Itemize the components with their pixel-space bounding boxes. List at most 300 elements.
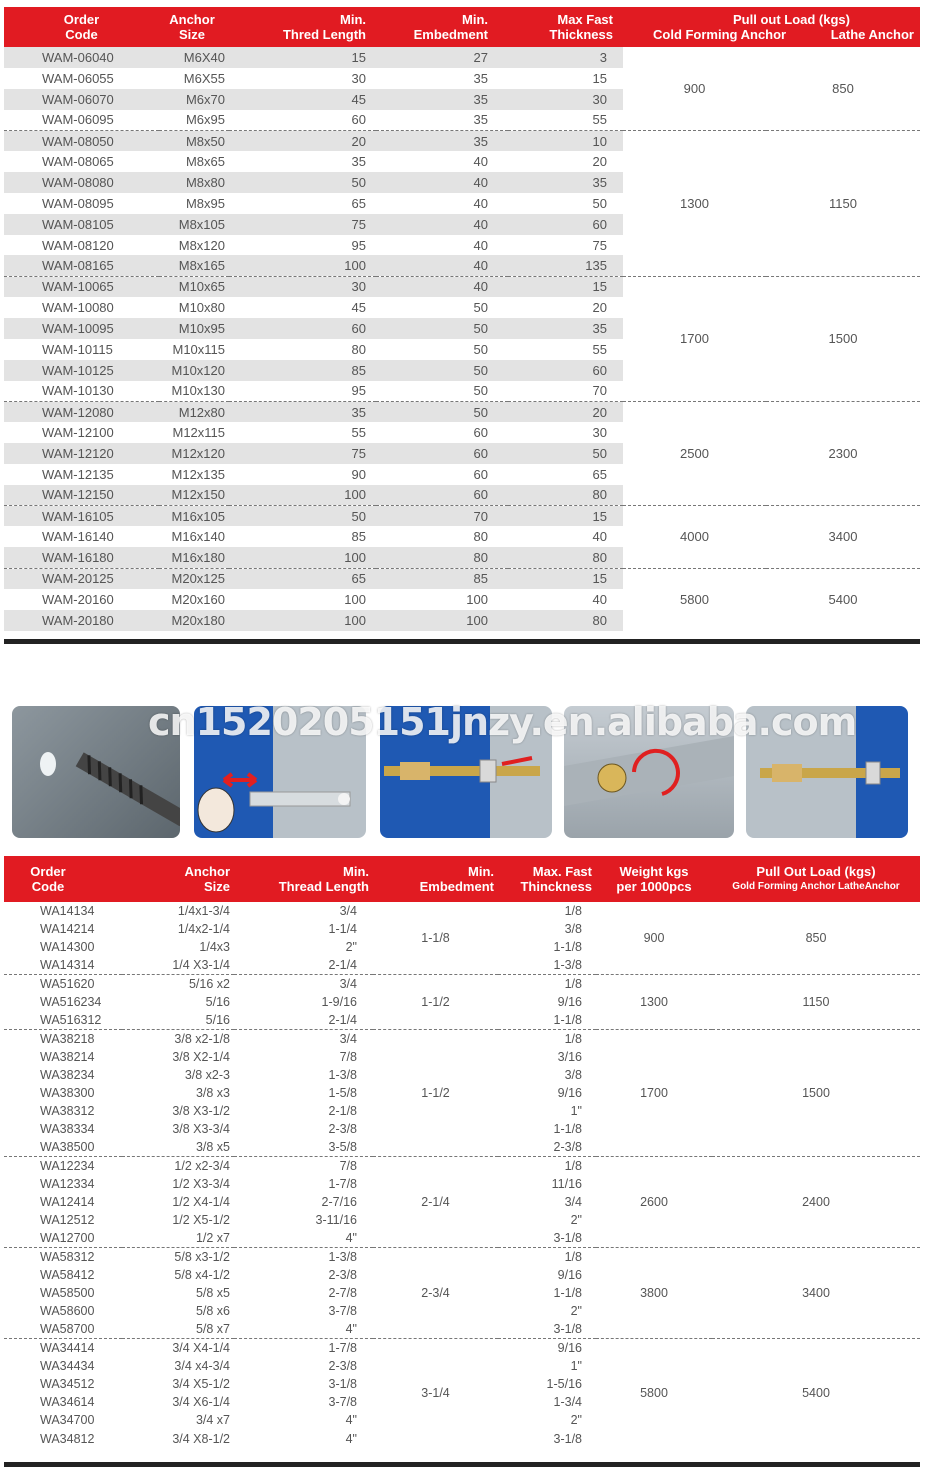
cell-anchor-size: M16x180 <box>159 547 229 568</box>
cell-lathe-load: 2300 <box>766 401 920 505</box>
table-row <box>4 276 920 297</box>
cell-order-code: WA38218 <box>4 1029 122 1047</box>
table-row <box>4 506 920 527</box>
cell-anchor-size: M10x120 <box>159 360 229 381</box>
imperial-spec-table <box>4 856 920 1448</box>
header-pull-out-load-2: Pull Out Load (kgs) Gold Forming Anchor LatheAnchor <box>712 856 920 902</box>
cell-thread-length: 100 <box>344 591 366 607</box>
cell-anchor-size: 1/2 x7 <box>195 1231 230 1246</box>
cell-thread-length: 75 <box>229 214 376 235</box>
cell-fast-thickness: 55 <box>592 112 607 128</box>
cell-order-code: WAM-12120 <box>4 443 159 464</box>
cell-weight: 900 <box>596 902 712 975</box>
cell-embedment: 100 <box>466 591 488 607</box>
cell-anchor-size: M10x115 <box>172 341 225 357</box>
cell-thread-length: 3/4 <box>234 1029 373 1047</box>
cell-embedment: 35 <box>473 70 488 86</box>
cell-weight: 2600 <box>596 1157 712 1248</box>
cell-thread-length: 2-3/8 <box>328 1358 357 1373</box>
cell-embedment: 60 <box>473 425 488 441</box>
cell-order-code: WAM-06040 <box>4 47 159 68</box>
cell-order-code: WA38300 <box>40 1085 95 1100</box>
cell-cold-forming-load: 5800 <box>623 568 766 631</box>
cell-order-code: WAM-10115 <box>42 341 113 357</box>
cell-fast-thickness: 60 <box>508 214 623 235</box>
cell-embedment: 35 <box>376 130 508 151</box>
cell-anchor-size: 3/8 x2-1/8 <box>122 1029 234 1047</box>
cell-embedment: 27 <box>376 47 508 68</box>
cell-order-code: WA12234 <box>4 1157 122 1175</box>
cell-embedment: 80 <box>376 547 508 568</box>
cell-fast-thickness: 80 <box>508 547 623 568</box>
cell-embedment: 60 <box>376 485 508 506</box>
cell-thread-length: 30 <box>351 70 366 86</box>
cell-fast-thickness: 15 <box>592 70 607 86</box>
cell-cold-forming-load: 2500 <box>623 401 766 505</box>
cell-order-code: WAM-06055 <box>42 70 114 86</box>
cell-thread-length: 1-3/8 <box>328 1067 357 1082</box>
header-weight: Weight kgs per 1000pcs <box>596 856 712 902</box>
cell-anchor-size: M10x80 <box>178 300 225 316</box>
table-row <box>4 1157 920 1175</box>
header-order-code-2: Order Code <box>4 856 122 902</box>
cell-anchor-size: M20x160 <box>171 591 225 607</box>
table-row <box>4 1029 920 1047</box>
cell-thread-length: 2-3/8 <box>328 1122 357 1137</box>
cell-anchor-size: M10x130 <box>171 383 225 399</box>
header-min-thread-length-2: Min. Thread Length <box>234 856 373 902</box>
cell-embedment: 35 <box>376 89 508 110</box>
cell-fast-thickness: 30 <box>592 425 607 441</box>
cell-weight: 5800 <box>596 1339 712 1448</box>
cell-fast-thickness: 1-3/4 <box>553 1395 582 1410</box>
cell-fast-thickness: 80 <box>508 485 623 506</box>
cell-fast-thickness: 9/16 <box>557 1267 582 1282</box>
cell-fast-thickness: 1/8 <box>498 1248 596 1266</box>
cell-anchor-size: 1/4x3 <box>199 940 230 955</box>
cell-anchor-size: 1/2 X5-1/2 <box>172 1213 230 1228</box>
cell-order-code: WAM-10065 <box>4 276 159 297</box>
cell-thread-length: 3-7/8 <box>328 1304 357 1319</box>
cell-thread-length: 30 <box>229 276 376 297</box>
cell-anchor-size: M16x105 <box>159 506 229 527</box>
cell-thread-length: 3-11/16 <box>315 1213 357 1228</box>
cell-anchor-size: M8x80 <box>159 172 229 193</box>
cell-order-code: WAM-08080 <box>4 172 159 193</box>
table-row <box>4 568 920 589</box>
cell-thread-length: 80 <box>351 341 366 357</box>
cell-anchor-size: 1/4 X3-1/4 <box>172 958 230 973</box>
cell-order-code: WAM-08105 <box>4 214 159 235</box>
cell-thread-length: 85 <box>351 529 366 545</box>
cell-order-code: WA14314 <box>40 958 95 973</box>
cell-thread-length: 100 <box>229 485 376 506</box>
cell-anchor-size: M10x65 <box>159 276 229 297</box>
cell-anchor-size: M6x95 <box>185 112 225 128</box>
cell-lathe-load: 1500 <box>766 276 920 401</box>
cell-thread-length: 100 <box>229 547 376 568</box>
cell-anchor-size: 1/2 X3-3/4 <box>172 1176 230 1191</box>
cell-embedment: 50 <box>473 383 488 399</box>
cell-fast-thickness: 40 <box>592 529 607 545</box>
cell-fast-thickness: 3-1/8 <box>553 1231 582 1246</box>
cell-thread-length: 50 <box>229 172 376 193</box>
cell-fast-thickness: 1-1/8 <box>553 940 582 955</box>
metric-spec-table <box>4 7 920 631</box>
header-lathe-anchor: Lathe Anchor <box>830 27 914 42</box>
header-anchor-size-2: Anchor Size <box>122 856 234 902</box>
cell-thread-length: 2" <box>345 940 357 955</box>
cell-thread-length: 2-7/8 <box>328 1286 357 1301</box>
cell-anchor-size: 5/8 x5 <box>195 1286 230 1301</box>
cell-anchor-size: 3/4 x4-3/4 <box>174 1358 230 1373</box>
cell-fast-thickness: 65 <box>592 466 607 482</box>
cell-fast-thickness: 9/16 <box>557 995 582 1010</box>
cell-fast-thickness: 1" <box>570 1358 582 1373</box>
cell-fast-thickness: 20 <box>592 154 607 170</box>
cell-thread-length: 1-1/4 <box>328 922 357 937</box>
header-order-code: Order Code <box>4 7 159 47</box>
cell-lathe-load: 5400 <box>766 568 920 631</box>
cell-embedment: 50 <box>376 401 508 422</box>
cell-fast-thickness: 40 <box>592 591 607 607</box>
cell-weight: 1300 <box>596 975 712 1030</box>
cell-order-code: WA34512 <box>40 1376 95 1391</box>
cell-order-code: WAM-08120 <box>42 237 114 253</box>
cell-fast-thickness: 60 <box>508 360 623 381</box>
cell-fast-thickness: 75 <box>592 237 607 253</box>
cell-anchor-size: M16x140 <box>171 529 225 545</box>
cell-anchor-size: M8x65 <box>185 154 225 170</box>
cell-fast-thickness: 15 <box>508 506 623 527</box>
cell-fast-thickness: 9/16 <box>498 1339 596 1357</box>
cell-anchor-size: M12x115 <box>172 425 225 441</box>
cell-order-code: WAM-20180 <box>4 610 159 631</box>
cell-anchor-size: M8x120 <box>178 237 225 253</box>
cell-thread-length: 75 <box>229 443 376 464</box>
cell-anchor-size: M8x95 <box>185 195 225 211</box>
cell-embedment: 100 <box>376 610 508 631</box>
cell-cold-forming-load: 4000 <box>623 506 766 569</box>
cell-lathe-load: 3400 <box>766 506 920 569</box>
cell-embedment: 40 <box>473 195 488 211</box>
cell-order-code: WAM-08095 <box>42 195 114 211</box>
cell-thread-length: 1-7/8 <box>234 1339 373 1357</box>
cell-anchor-size: 3/4 X8-1/2 <box>172 1431 230 1446</box>
cell-order-code: WA14214 <box>40 922 95 937</box>
header-min-thread-length: Min. Thred Length <box>229 7 376 47</box>
cell-embedment: 1-1/2 <box>373 1029 498 1156</box>
cell-order-code: WA58700 <box>40 1322 95 1337</box>
cell-fast-thickness: 1-3/8 <box>553 958 582 973</box>
cell-thread-length: 4" <box>345 1431 357 1446</box>
cell-order-code: WA12700 <box>40 1231 95 1246</box>
cell-thread-length: 60 <box>229 318 376 339</box>
cell-order-code: WA34434 <box>40 1358 95 1373</box>
cell-pull-load: 3400 <box>712 1248 920 1339</box>
cell-thread-length: 3-5/8 <box>328 1140 357 1155</box>
cell-fast-thickness: 3 <box>508 47 623 68</box>
cell-anchor-size: 3/4 X5-1/2 <box>172 1376 230 1391</box>
table-row <box>4 130 920 151</box>
cell-fast-thickness: 3-1/8 <box>553 1431 582 1446</box>
cell-order-code: WAM-10125 <box>4 360 159 381</box>
cell-anchor-size: 5/8 x6 <box>195 1304 230 1319</box>
cell-fast-thickness: 1-1/8 <box>553 1286 582 1301</box>
cell-fast-thickness: 2-3/8 <box>553 1140 582 1155</box>
cell-pull-load: 5400 <box>712 1339 920 1448</box>
cell-fast-thickness: 20 <box>592 300 607 316</box>
table-bottom-bar <box>4 639 920 644</box>
cell-order-code: WAM-16180 <box>4 547 159 568</box>
cell-anchor-size: M20x125 <box>159 568 229 589</box>
cell-embedment: 40 <box>473 237 488 253</box>
cell-fast-thickness: 1/8 <box>564 904 582 919</box>
cell-order-code: WA34812 <box>40 1431 95 1446</box>
cell-fast-thickness: 70 <box>592 383 607 399</box>
cell-order-code: WAM-10080 <box>42 300 114 316</box>
cell-fast-thickness: 2" <box>570 1213 582 1228</box>
cell-fast-thickness: 35 <box>508 318 623 339</box>
cell-order-code: WAM-16140 <box>42 529 114 545</box>
cell-order-code: WA38234 <box>40 1067 95 1082</box>
cell-anchor-size: 5/16 <box>205 1012 230 1027</box>
cell-embedment: 40 <box>376 172 508 193</box>
header-pull-out-load: Pull out Load (kgs) Cold Forming Anchor Lathe Anchor <box>623 7 920 47</box>
cell-fast-thickness: 15 <box>508 276 623 297</box>
cell-order-code: WAM-08065 <box>42 154 114 170</box>
cell-embedment: 2-1/4 <box>373 1157 498 1248</box>
cell-fast-thickness: 3/4 <box>564 1195 582 1210</box>
cell-embedment: 40 <box>376 276 508 297</box>
cell-fast-thickness: 15 <box>508 568 623 589</box>
cell-anchor-size: M10x95 <box>159 318 229 339</box>
header-pull-sub: Gold Forming Anchor LatheAnchor <box>732 881 900 892</box>
cell-embedment: 1-1/8 <box>373 902 498 975</box>
table-bottom-bar-2 <box>4 1462 920 1467</box>
cell-thread-length: 1-5/8 <box>328 1085 357 1100</box>
cell-anchor-size: M8x105 <box>159 214 229 235</box>
cell-fast-thickness: 1/8 <box>498 1029 596 1047</box>
table-row <box>4 1339 920 1357</box>
header-cold-forming: Cold Forming Anchor <box>653 27 787 42</box>
cell-embedment: 60 <box>473 466 488 482</box>
cell-fast-thickness: 35 <box>508 172 623 193</box>
cell-thread-length: 95 <box>351 383 366 399</box>
cell-thread-length: 7/8 <box>234 1157 373 1175</box>
table-row <box>4 1248 920 1266</box>
cell-thread-length: 3-1/8 <box>328 1376 357 1391</box>
cell-thread-length: 20 <box>229 130 376 151</box>
cell-order-code: WA12414 <box>40 1195 95 1210</box>
table-row <box>4 401 920 422</box>
header-anchor-size: Anchor Size <box>159 7 229 47</box>
cell-thread-length: 55 <box>351 425 366 441</box>
cell-thread-length: 7/8 <box>339 1049 357 1064</box>
cell-fast-thickness: 2" <box>570 1304 582 1319</box>
cell-anchor-size: 1/2 X4-1/4 <box>172 1195 230 1210</box>
cell-anchor-size: 3/8 x2-3 <box>184 1067 230 1082</box>
cell-thread-length: 90 <box>351 466 366 482</box>
cell-embedment: 70 <box>376 506 508 527</box>
cell-fast-thickness: 20 <box>508 401 623 422</box>
cell-order-code: WA38214 <box>40 1049 95 1064</box>
cell-order-code: WA38500 <box>40 1140 95 1155</box>
cell-order-code: WA58600 <box>40 1304 95 1319</box>
cell-order-code: WA38334 <box>40 1122 95 1137</box>
cell-fast-thickness: 30 <box>508 89 623 110</box>
cell-thread-length: 2-1/4 <box>328 958 357 973</box>
cell-anchor-size: 3/8 X3-1/2 <box>172 1104 230 1119</box>
cell-thread-length: 65 <box>351 195 366 211</box>
cell-order-code: WA14134 <box>40 904 95 919</box>
cell-fast-thickness: 50 <box>508 443 623 464</box>
table-row <box>4 975 920 993</box>
cell-embedment: 50 <box>376 360 508 381</box>
cell-anchor-size: M12x135 <box>171 466 225 482</box>
cell-order-code: WA51620 <box>4 975 122 993</box>
cell-thread-length: 4" <box>345 1322 357 1337</box>
cell-pull-load: 850 <box>712 902 920 975</box>
cell-thread-length: 15 <box>229 47 376 68</box>
cell-thread-length: 50 <box>229 506 376 527</box>
cell-order-code: WAM-20160 <box>42 591 114 607</box>
cell-anchor-size: M6X40 <box>159 47 229 68</box>
cell-fast-thickness: 10 <box>508 130 623 151</box>
cell-thread-length: 100 <box>229 610 376 631</box>
cell-thread-length: 1-9/16 <box>321 995 357 1010</box>
cell-thread-length: 3/4 <box>339 904 357 919</box>
cell-order-code: WA34414 <box>4 1339 122 1357</box>
cell-fast-thickness: 1-1/8 <box>553 1122 582 1137</box>
cell-order-code: WAM-16105 <box>4 506 159 527</box>
cell-cold-forming-load: 1300 <box>623 130 766 276</box>
cell-anchor-size: 5/8 x7 <box>195 1322 230 1337</box>
cell-order-code: WA38312 <box>40 1104 95 1119</box>
cell-embedment: 50 <box>473 300 488 316</box>
cell-fast-thickness: 80 <box>508 610 623 631</box>
cell-fast-thickness: 2" <box>570 1413 582 1428</box>
table-row <box>4 902 920 920</box>
cell-order-code: WA14300 <box>40 940 95 955</box>
cell-fast-thickness: 1/8 <box>498 1157 596 1175</box>
cell-fast-thickness: 1-5/16 <box>546 1376 582 1391</box>
cell-cold-forming-load: 900 <box>623 47 766 130</box>
cell-order-code: WA58500 <box>40 1286 95 1301</box>
cell-order-code: WAM-12135 <box>42 466 114 482</box>
cell-embedment: 40 <box>376 255 508 276</box>
cell-anchor-size: 5/8 x4-1/2 <box>174 1267 230 1282</box>
cell-anchor-size: M20x180 <box>159 610 229 631</box>
cell-anchor-size: M6x70 <box>159 89 229 110</box>
cell-thread-length: 4" <box>345 1231 357 1246</box>
cell-order-code: WAM-06070 <box>4 89 159 110</box>
header-max-fast-thickness: Max Fast Thickness <box>508 7 623 47</box>
cell-order-code: WA516312 <box>40 1012 102 1027</box>
cell-embedment: 3-1/4 <box>373 1339 498 1448</box>
cell-anchor-size: 3/8 X2-1/4 <box>172 1049 230 1064</box>
cell-embedment: 50 <box>376 318 508 339</box>
cell-fast-thickness: 3-1/8 <box>553 1322 582 1337</box>
cell-thread-length: 85 <box>229 360 376 381</box>
cell-pull-load: 2400 <box>712 1157 920 1248</box>
table-row <box>4 47 920 68</box>
header-min-embedment: Min. Embedment <box>376 7 508 47</box>
cell-pull-load: 1150 <box>712 975 920 1030</box>
cell-fast-thickness: 135 <box>508 255 623 276</box>
cell-order-code: WA34700 <box>40 1413 95 1428</box>
cell-order-code: WAM-12080 <box>4 401 159 422</box>
cell-fast-thickness: 1/8 <box>498 975 596 993</box>
cell-fast-thickness: 9/16 <box>557 1085 582 1100</box>
cell-order-code: WAM-08165 <box>4 255 159 276</box>
cell-anchor-size: 3/4 x7 <box>195 1413 230 1428</box>
cell-anchor-size: M6X55 <box>183 70 225 86</box>
cell-fast-thickness: 50 <box>592 195 607 211</box>
cell-order-code: WAM-10095 <box>4 318 159 339</box>
cell-anchor-size: 5/16 x2 <box>122 975 234 993</box>
cell-anchor-size: M12x150 <box>159 485 229 506</box>
cell-anchor-size: 1/2 x2-3/4 <box>122 1157 234 1175</box>
cell-order-code: WA12512 <box>40 1213 95 1228</box>
cell-anchor-size: M8x165 <box>159 255 229 276</box>
cell-embedment: 2-3/4 <box>373 1248 498 1339</box>
cell-anchor-size: M12x80 <box>159 401 229 422</box>
cell-thread-length: 65 <box>229 568 376 589</box>
cell-thread-length: 2-3/8 <box>328 1267 357 1282</box>
cell-thread-length: 35 <box>229 401 376 422</box>
cell-anchor-size: M12x120 <box>159 443 229 464</box>
cell-embedment: 60 <box>376 443 508 464</box>
cell-thread-length: 2-7/16 <box>321 1195 357 1210</box>
cell-fast-thickness: 55 <box>592 341 607 357</box>
cell-embedment: 85 <box>376 568 508 589</box>
cell-anchor-size: M8x50 <box>159 130 229 151</box>
cell-order-code: WAM-12100 <box>42 425 114 441</box>
cell-order-code: WA58312 <box>4 1248 122 1266</box>
cell-order-code: WA58412 <box>40 1267 95 1282</box>
cell-thread-length: 60 <box>351 112 366 128</box>
cell-pull-load: 1500 <box>712 1029 920 1156</box>
cell-embedment: 80 <box>473 529 488 545</box>
cell-fast-thickness: 1-1/8 <box>553 1012 582 1027</box>
cell-anchor-size: 1/4x1-3/4 <box>177 904 230 919</box>
cell-lathe-load: 850 <box>766 47 920 130</box>
header-max-fast-2: Max. Fast Thinckness <box>498 856 596 902</box>
cell-thread-length: 1-3/8 <box>234 1248 373 1266</box>
cell-thread-length: 95 <box>351 237 366 253</box>
cell-order-code: WAM-20125 <box>4 568 159 589</box>
cell-order-code: WAM-10130 <box>42 383 114 399</box>
cell-order-code: WAM-06095 <box>42 112 114 128</box>
cell-thread-length: 45 <box>351 300 366 316</box>
cell-cold-forming-load: 1700 <box>623 276 766 401</box>
cell-fast-thickness: 3/8 <box>564 922 582 937</box>
header-min-embedment-2: Min. Embedment <box>373 856 498 902</box>
cell-embedment: 40 <box>376 214 508 235</box>
cell-embedment: 35 <box>473 112 488 128</box>
cell-anchor-size: 5/16 <box>205 995 230 1010</box>
cell-thread-length: 2-1/4 <box>328 1012 357 1027</box>
cell-fast-thickness: 1" <box>570 1104 582 1119</box>
cell-fast-thickness: 3/16 <box>557 1049 582 1064</box>
cell-thread-length: 100 <box>229 255 376 276</box>
cell-fast-thickness: 3/8 <box>564 1067 582 1082</box>
cell-anchor-size: 1/4x2-1/4 <box>177 922 230 937</box>
cell-order-code: WA516234 <box>40 995 102 1010</box>
cell-order-code: WAM-12150 <box>4 485 159 506</box>
watermark-text: cn1520205151jnzy.en.alibaba.com <box>148 700 857 744</box>
